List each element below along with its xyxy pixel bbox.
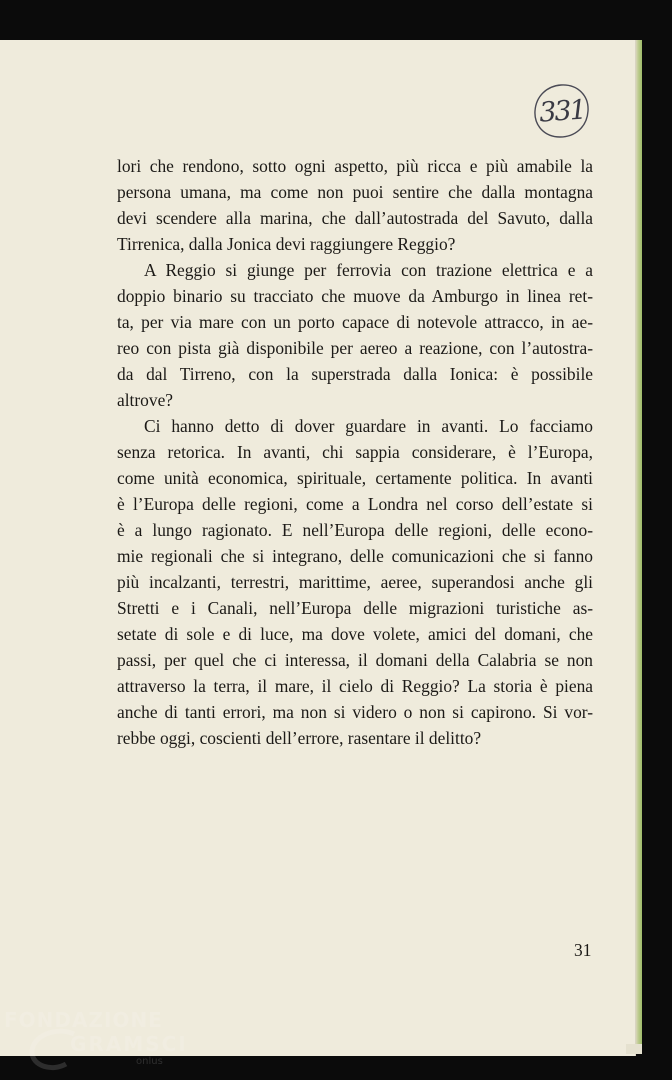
text-line: altrove? xyxy=(117,390,174,410)
text-line: è l’Europa delle regioni, come a Londra nel corso dell’estate si xyxy=(117,494,593,514)
text-line: ta, per via mare con un porto capace di notevole attracco, in ae- xyxy=(117,312,593,332)
page-number: 31 xyxy=(574,940,592,960)
text-line: mie regionali che si integrano, delle comunicazioni che si fanno xyxy=(117,546,593,566)
text-line: da dal Tirreno, con la superstrada dalla Ionica: è possibile xyxy=(117,364,593,384)
text-line: come unità economica, spirituale, certamente politica. In avanti xyxy=(117,468,593,488)
body-text xyxy=(117,153,593,751)
watermark-logo xyxy=(4,1008,188,1076)
text-line: più incalzanti, terrestri, marittime, aeree, superandosi anche gli xyxy=(117,572,593,592)
text-line: anche di tanti errori, ma non si videro o non si capirono. Si vor- xyxy=(117,702,593,722)
page-corner xyxy=(626,1044,642,1054)
text-line: lori che rendono, sotto ogni aspetto, più ricca e più amabile la xyxy=(117,156,593,176)
text-line: reo con pista già disponibile per aereo a reazione, con l’autostra- xyxy=(117,338,593,358)
text-line: persona umana, ma come non puoi sentire che dalla montagna xyxy=(117,182,593,202)
text-line: doppio binario su tracciato che muove da Amburgo in linea ret- xyxy=(117,286,593,306)
watermark-line2: GRAMSCI xyxy=(70,1032,188,1056)
watermark-line1: FONDAZIONE xyxy=(4,1008,163,1032)
watermark-line3: onlus xyxy=(136,1056,163,1067)
text-line: attraverso la terra, il mare, il cielo di Reggio? La storia è piena xyxy=(117,676,593,696)
text-line: Stretti e i Canali, nell’Europa delle migrazioni turistiche as- xyxy=(117,598,593,618)
text-line: rebbe oggi, coscienti dell’errore, rasentare il delitto? xyxy=(117,728,482,748)
text-line: Tirrenica, dalla Jonica devi raggiungere Reggio? xyxy=(117,234,456,254)
text-line: setate di sole e di luce, ma dove volete, amici del domani, che xyxy=(117,624,593,644)
text-line: devi scendere alla marina, che dall’autostrada del Savuto, dalla xyxy=(117,208,593,228)
text-line: è a lungo ragionato. E nell’Europa delle regioni, delle econo- xyxy=(117,520,593,540)
page-edge xyxy=(636,40,642,1050)
text-line: A Reggio si giunge per ferrovia con trazione elettrica e a xyxy=(144,260,593,280)
text-line: senza retorica. In avanti, chi sappia considerare, è l’Europa, xyxy=(117,442,593,462)
text-line: passi, per quel che ci interessa, il domani della Calabria se non xyxy=(117,650,593,670)
folio-mark: 331 xyxy=(538,94,586,129)
text-line: Ci hanno detto di dover guardare in avanti. Lo facciamo xyxy=(144,416,593,436)
